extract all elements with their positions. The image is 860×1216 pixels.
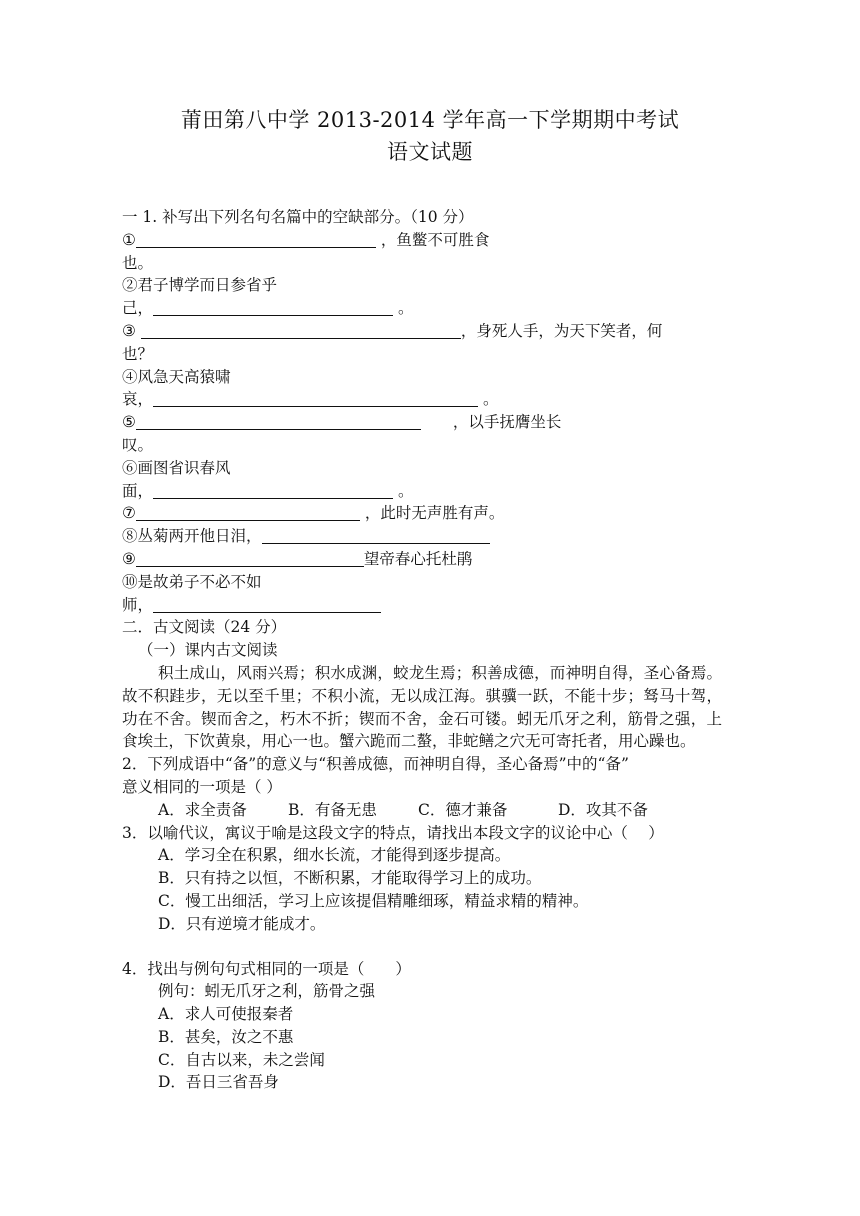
reading-passage: 积土成山，风雨兴焉；积水成渊，蛟龙生焉；积善成德，而神明自得，圣心备焉。故不积跬步，无以至千里；不积小流，无以成江海。骐骥一跃，不能十步；驽马十驾，功在不舍。锲而舍之，朽木不折；锲而不舍，金石可镂。蚓无爪牙之利，筋骨之强，上食埃土，下饮黄泉，用心一也。蟹六跪而二螯，非蛇鳝之穴无可寄托者，用心躁也。	[122, 663, 722, 751]
q1-item-8: ⑧丛菊两开他日泪，	[122, 525, 722, 548]
q1-item-10: ⑩是故弟子不必不如	[122, 572, 262, 591]
q1-item-6-cont: 面， 。	[122, 481, 414, 500]
spacer	[122, 936, 722, 958]
q1-item-2: ②君子博学而日参省乎	[122, 276, 278, 295]
q1-item-3: ③ ，身死人手，为天下笑者，何	[122, 321, 663, 340]
q1-item-9: ⑨ 望帝春心托杜鹃	[122, 549, 473, 568]
answer-blank[interactable]	[136, 504, 360, 521]
q1-item-1-cont: 也。	[122, 253, 154, 272]
q1-item-7: ⑦ ，此时无声胜有声。	[122, 504, 505, 523]
q2-stem-line2: 意义相同的一项是（ ）	[122, 777, 282, 796]
section-2-subheader: （一）课内古文阅读	[138, 641, 278, 660]
q2-option-b[interactable]: B．有备无患	[288, 800, 377, 819]
q1-item-3-cont: 也？	[122, 344, 154, 363]
exam-body	[122, 206, 722, 1094]
q2-option-c[interactable]: C．德才兼备	[418, 800, 508, 819]
answer-blank[interactable]	[141, 322, 461, 339]
q2-options	[122, 799, 722, 822]
q4-option-c[interactable]: C．自古以来，未之尝闻	[158, 1050, 325, 1069]
answer-blank[interactable]	[136, 413, 421, 430]
exam-subtitle: 语文试题	[387, 140, 473, 164]
answer-blank[interactable]	[153, 482, 393, 499]
q1-item-1: ① ，鱼鳖不可胜食	[122, 230, 490, 249]
q4-option-a[interactable]: A．求人可使报秦者	[158, 1005, 294, 1024]
q1-item-5: ⑤ ，以手抚膺坐长	[122, 413, 562, 432]
answer-blank[interactable]	[136, 550, 364, 567]
q1-item-2-cont: 己， 。	[122, 299, 414, 318]
q4-option-b[interactable]: B．甚矣，汝之不惠	[158, 1027, 294, 1046]
answer-blank[interactable]	[136, 231, 376, 248]
q3-option-b[interactable]: B．只有持之以恒，不断积累，才能取得学习上的成功。	[158, 869, 542, 888]
q1-item-10-cont: 师，	[122, 594, 722, 617]
q2-stem-line1: 2．下列成语中“备”的意义与“积善成德，而神明自得，圣心备焉”中的“备”	[122, 755, 629, 774]
q2-option-a[interactable]: A．求全责备	[158, 800, 247, 819]
q3-option-a[interactable]: A．学习全在积累，细水长流，才能得到逐步提高。	[158, 846, 511, 865]
q1-item-6: ⑥画图省识春风	[122, 458, 231, 477]
q4-example: 例句：蚓无爪牙之利，筋骨之强	[158, 982, 376, 1001]
answer-blank[interactable]	[153, 299, 393, 316]
section-2-header: 二．古文阅读（24 分）	[122, 618, 287, 637]
q2-option-d[interactable]: D．攻其不备	[558, 800, 648, 819]
q3-stem: 3．以喻代议，寓议于喻是这段文字的特点，请找出本段文字的议论中心（ ）	[122, 823, 664, 842]
answer-blank[interactable]	[153, 596, 381, 613]
q3-option-c[interactable]: C．慢工出细活，学习上应该提倡精雕细琢，精益求精的精神。	[158, 891, 589, 910]
q4-stem: 4．找出与例句句式相同的一项是（ ）	[122, 959, 411, 978]
q1-item-5-cont: 叹。	[122, 435, 154, 454]
exam-title: 莆田第八中学 2013-2014 学年高一下学期期中考试	[180, 108, 680, 132]
q3-option-d[interactable]: D．只有逆境才能成才。	[158, 914, 326, 933]
section-1-header: 一 1. 补写出下列名句名篇中的空缺部分。（10 分）	[122, 208, 474, 226]
answer-blank[interactable]	[153, 390, 478, 407]
q4-option-d[interactable]: D．吾日三省吾身	[158, 1073, 279, 1092]
q1-item-4-cont: 哀， 。	[122, 390, 499, 409]
answer-blank[interactable]	[262, 527, 490, 544]
q1-item-4: ④风急天高猿啸	[122, 367, 231, 386]
